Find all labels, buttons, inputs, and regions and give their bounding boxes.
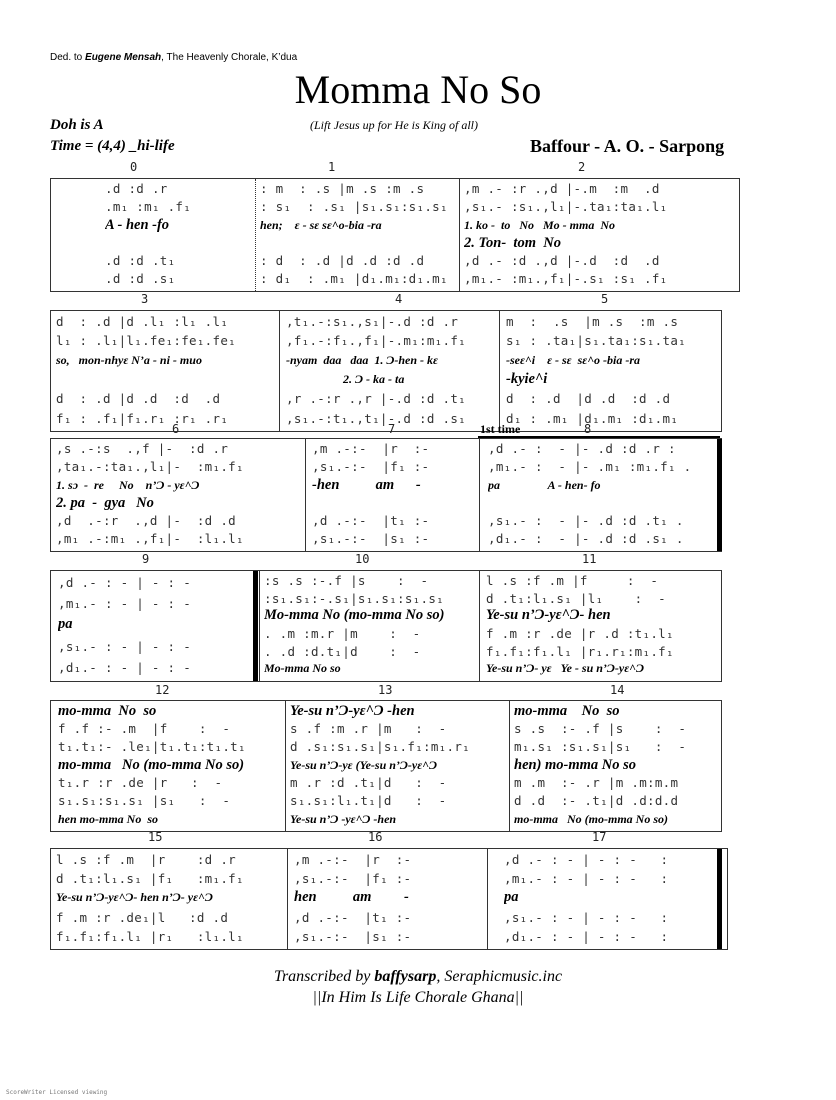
solfa-line: ,s₁.-:- |s₁ :- bbox=[294, 928, 412, 944]
solfa-line: : d : .d |d .d :d .d bbox=[260, 253, 425, 268]
solfa-line: ,s₁.- : - | - : - : bbox=[504, 909, 669, 925]
measure-number: 9 bbox=[142, 552, 150, 566]
solfa-line: : s₁ : .s₁ |s₁.s₁:s₁.s₁ bbox=[260, 199, 448, 214]
lyric-line: 2. Ton- tom No bbox=[464, 235, 561, 251]
solfa-line: s₁ : .ta₁|s₁.ta₁:s₁.ta₁ bbox=[506, 333, 686, 349]
measure-cell bbox=[264, 572, 476, 680]
solfa-line: . .d :d.t₁|d : - bbox=[264, 643, 421, 659]
measure-cell bbox=[514, 702, 720, 830]
solfa-line: : d₁ : .m₁ |d₁.m₁:d₁.m₁ bbox=[260, 271, 448, 286]
measure-cell bbox=[260, 180, 454, 290]
lyric-line bbox=[312, 494, 476, 512]
measure-cell bbox=[58, 572, 252, 680]
measure-cell bbox=[56, 440, 300, 550]
solfa-line: ,m₁.- : - | - : - bbox=[58, 596, 192, 612]
lyric-line: Ye-su n’Ɔ -yε^Ɔ -hen bbox=[290, 812, 397, 826]
solfa-line: d .d :- .t₁|d .d:d.d bbox=[514, 793, 679, 808]
solfa-line: ,d₁.- : - |- .d :d .s₁ . bbox=[488, 531, 684, 546]
lyric-line: so, mon-nhyε N’a - ni - muo bbox=[56, 352, 202, 367]
barline bbox=[479, 571, 480, 681]
transcriber-name: baffysarp bbox=[374, 968, 437, 985]
solfa-line: :s₁.s₁:-.s₁|s₁.s₁:s₁.s₁ bbox=[264, 590, 444, 606]
measure-cell bbox=[506, 312, 720, 430]
solfa-line: m₁.s₁ :s₁.s₁|s₁ : - bbox=[514, 739, 687, 754]
lyric-line: hen mo-mma No so bbox=[58, 812, 159, 826]
solfa-line: ,d₁.- : - | - : - : bbox=[504, 928, 669, 944]
lyric-line: mo-mma No (mo-mma No so) bbox=[514, 812, 668, 826]
measure-number: 2 bbox=[578, 160, 586, 174]
solfa-line: f .f :- .m |f : - bbox=[58, 721, 231, 736]
solfa-line: : m : .s |m .s :m .s bbox=[260, 181, 425, 196]
measure-number: 16 bbox=[368, 830, 383, 844]
barline bbox=[509, 701, 510, 831]
solfa-line: ,m₁.- :m₁.,f₁|-.s₁ :s₁ .f₁ bbox=[464, 271, 668, 286]
solfa-line: ,s₁.- : - | - : - bbox=[58, 638, 192, 654]
solfa-line: d₁ : .m₁ |d₁.m₁ :d₁.m₁ bbox=[506, 410, 679, 426]
lyric-line: 2. Ɔ - ka - ta bbox=[286, 371, 405, 386]
lyric-line bbox=[260, 234, 454, 252]
solfa-line: ,f₁.-:f₁.,f₁|-.m₁:m₁.f₁ bbox=[286, 333, 466, 349]
chorale-name: ||In Him Is Life Chorale Ghana|| bbox=[312, 989, 524, 1006]
solfa-line: ,m .-:- |r :- bbox=[312, 441, 430, 456]
measure-cell bbox=[464, 180, 738, 290]
solfa-line: ,m .- :r .,d |-.m :m .d bbox=[464, 181, 660, 196]
lyric-line: A - hen -fo bbox=[105, 217, 170, 233]
measure-cell bbox=[504, 850, 710, 948]
dedication-prefix: Ded. to bbox=[50, 52, 86, 63]
measure-number: 17 bbox=[592, 830, 607, 844]
solfa-line: ,m₁ .-:m₁ .,f₁|- :l₁.l₁ bbox=[56, 531, 244, 546]
lyric-line bbox=[105, 234, 250, 252]
first-ending-label: 1st time bbox=[480, 422, 521, 436]
song-subtitle: (Lift Jesus up for He is King of all) bbox=[310, 118, 478, 132]
solfa-line: ,d .- :d .,d |-.d :d .d bbox=[464, 253, 660, 268]
barline bbox=[305, 439, 306, 551]
barline bbox=[479, 439, 480, 551]
solfa-line: m .r :d .t₁|d : - bbox=[290, 775, 447, 790]
solfa-line: f₁ : .f₁|f₁.r₁ :r₁ .r₁ bbox=[56, 410, 229, 426]
solfa-line: l₁ : .l₁|l₁.fe₁:fe₁.fe₁ bbox=[56, 333, 236, 349]
lyric-line bbox=[56, 370, 276, 389]
double-barline bbox=[253, 571, 258, 681]
solfa-line: .m₁ :m₁ .f₁ bbox=[105, 199, 192, 214]
lyric-line: Ye-su n’Ɔ-yε (Ye-su n’Ɔ-yε^Ɔ bbox=[290, 758, 438, 772]
measure-number: 0 bbox=[130, 160, 138, 174]
lyric-line: Mo-mma No (mo-mma No so) bbox=[264, 607, 445, 624]
solfa-line: ,d .- : - | - : - : bbox=[504, 852, 669, 867]
measure-cell bbox=[56, 850, 284, 948]
measure-number: 11 bbox=[582, 552, 597, 566]
transcribed-suffix: , Seraphicmusic.inc bbox=[436, 968, 563, 985]
solfa-line: t₁.t₁:- .le₁|t₁.t₁:t₁.t₁ bbox=[58, 739, 246, 754]
time-signature: Time = (4,4) _hi-life bbox=[50, 138, 175, 154]
measure-cell bbox=[58, 702, 284, 830]
solfa-line: :s .s :-.f |s : - bbox=[264, 573, 429, 588]
measure-cell bbox=[488, 440, 716, 550]
barline bbox=[285, 701, 286, 831]
lyric-line: mo-mma No so bbox=[514, 703, 620, 719]
measure-number: 6 bbox=[172, 422, 180, 436]
solfa-line: s .s :- .f |s : - bbox=[514, 721, 687, 736]
solfa-line: f .m :r .de₁|l :d .d bbox=[56, 909, 229, 925]
solfa-line: l .s :f .m |r :d .r bbox=[56, 852, 236, 867]
watermark-text: ScoreWriter Licensed viewing bbox=[6, 1089, 108, 1096]
dedication bbox=[50, 52, 297, 63]
solfa-line: d : .d |d .d :d .d bbox=[56, 391, 221, 407]
lyric-line bbox=[488, 494, 716, 512]
measure-number: 13 bbox=[378, 683, 393, 697]
solfa-line: d : .d |d .l₁ :l₁ .l₁ bbox=[56, 314, 229, 329]
lyric-line: Ye-su n’Ɔ-yε^Ɔ- hen n’Ɔ- yε^Ɔ bbox=[56, 890, 213, 905]
lyric-line: hen) mo-mma No so bbox=[514, 757, 637, 773]
lyric-line: Mo-mma No so bbox=[264, 661, 341, 676]
solfa-line: t₁.r :r .de |r : - bbox=[58, 775, 223, 790]
double-barline bbox=[717, 849, 722, 949]
solfa-line: .d :d .r bbox=[105, 181, 168, 196]
lyric-line: Ye-su n’Ɔ- yε Ye - su n’Ɔ-yε^Ɔ bbox=[486, 661, 645, 676]
solfa-line: ,d .-:- |t₁ :- bbox=[294, 909, 412, 925]
solfa-line: ,s₁.- : - |- .d :d .t₁ . bbox=[488, 513, 684, 528]
lyric-line: mo-mma No (mo-mma No so) bbox=[58, 757, 245, 773]
lyric-line: -nyam daa daa 1. Ɔ-hen - kε bbox=[286, 352, 438, 367]
measure-number: 7 bbox=[388, 422, 396, 436]
lyric-line: hen am - bbox=[294, 889, 409, 906]
solfa-line: ,d .- : - | - : - bbox=[58, 575, 192, 590]
solfa-line: .d :d .t₁ bbox=[105, 253, 176, 268]
solfa-line: ,s₁.-:t₁.,t₁|-.d :d .s₁ bbox=[286, 410, 466, 426]
lyric-line: mo-mma No so bbox=[58, 703, 157, 719]
measure-cell bbox=[105, 180, 250, 290]
lyric-line: -hen am - bbox=[312, 477, 421, 493]
solfa-line: ,s₁.-:- |s₁ :- bbox=[312, 531, 430, 546]
measure-cell bbox=[294, 850, 486, 948]
lyric-line: 2. pa - gya No bbox=[56, 495, 154, 511]
solfa-line: f .m :r .de |r .d :t₁.l₁ bbox=[486, 625, 674, 641]
measure-cell bbox=[290, 702, 506, 830]
barline bbox=[255, 179, 256, 291]
measure-number: 4 bbox=[395, 292, 403, 306]
double-barline bbox=[717, 439, 722, 551]
solfa-line: m .m :- .r |m .m:m.m bbox=[514, 775, 679, 790]
measure-number: 3 bbox=[141, 292, 149, 306]
lyric-line: -seε^i ε - sε sε^o -bia -ra bbox=[506, 352, 641, 367]
solfa-line: ,s₁.- :s₁.,l₁|-.ta₁:ta₁.l₁ bbox=[464, 199, 668, 214]
key-signature: Doh is A bbox=[50, 117, 104, 133]
transcribed-prefix: Transcribed by bbox=[273, 968, 375, 985]
solfa-line: d .t₁:l₁.s₁ |f₁ :m₁.f₁ bbox=[56, 871, 244, 887]
lyric-line: 1. sɔ - re No n’Ɔ - yε^Ɔ bbox=[56, 478, 200, 492]
solfa-line: ,m .-:- |r :- bbox=[294, 852, 412, 867]
solfa-line: d .t₁:l₁.s₁ |l₁ : - bbox=[486, 590, 666, 606]
lyric-line: hen; ε - sε sε^o-bia -ra bbox=[260, 218, 382, 232]
solfa-line: m : .s |m .s :m .s bbox=[506, 314, 679, 329]
solfa-line: f₁.f₁:f₁.l₁ |r₁ :l₁.l₁ bbox=[56, 928, 244, 944]
lyric-line: Ye-su n’Ɔ-yε^Ɔ -hen bbox=[290, 703, 415, 719]
measure-number: 5 bbox=[601, 292, 609, 306]
lyric-line: pa bbox=[58, 616, 73, 633]
solfa-line: s₁.s₁:s₁.s₁ |s₁ : - bbox=[58, 793, 231, 808]
measure-cell bbox=[486, 572, 720, 680]
solfa-line: ,s .-:s .,f |- :d .r bbox=[56, 441, 229, 456]
solfa-line: l .s :f .m |f : - bbox=[486, 573, 659, 588]
solfa-line: ,d .- : - |- .d :d .r : bbox=[488, 441, 676, 456]
lyric-line: 1. ko - to No Mo - mma No bbox=[464, 218, 615, 232]
solfa-line: ,s₁.-:- |f₁ :- bbox=[312, 459, 430, 474]
measure-number: 12 bbox=[155, 683, 170, 697]
solfa-line: ,d .-:r .,d |- :d .d bbox=[56, 513, 236, 528]
solfa-line: ,m₁.- : - | - : - : bbox=[504, 871, 669, 887]
solfa-line: . .m :m.r |m : - bbox=[264, 625, 421, 641]
lyric-line: pa bbox=[504, 889, 519, 906]
solfa-line: ,d .-:- |t₁ :- bbox=[312, 513, 430, 528]
solfa-line: s₁.s₁:l₁.t₁|d : - bbox=[290, 793, 447, 808]
barline bbox=[259, 571, 260, 681]
dedication-suffix: , The Heavenly Chorale, K’dua bbox=[161, 52, 298, 63]
measure-cell bbox=[286, 312, 496, 430]
lyric-line: -kyie^i bbox=[506, 370, 548, 387]
barline bbox=[287, 849, 288, 949]
song-title: Momma No So bbox=[294, 67, 542, 112]
measure-number: 1 bbox=[328, 160, 336, 174]
barline bbox=[279, 311, 280, 431]
measure-number: 14 bbox=[610, 683, 625, 697]
measure-number: 15 bbox=[148, 830, 163, 844]
solfa-line: ,m₁.- : - |- .m₁ :m₁.f₁ . bbox=[488, 459, 692, 474]
transcription-credit bbox=[0, 968, 836, 986]
barline bbox=[487, 849, 488, 949]
solfa-line: ,r .-:r .,r |-.d :d .t₁ bbox=[286, 391, 466, 407]
barline bbox=[499, 311, 500, 431]
measure-cell bbox=[312, 440, 476, 550]
measure-cell bbox=[56, 312, 276, 430]
lyric-line: Ye-su n’Ɔ-yε^Ɔ- hen bbox=[486, 607, 611, 624]
measure-number: 8 bbox=[584, 422, 592, 436]
solfa-line: d .s₁:s₁.s₁|s₁.f₁:m₁.r₁ bbox=[290, 739, 470, 754]
composer: Baffour - A. O. - Sarpong bbox=[530, 136, 725, 156]
first-ending-bracket bbox=[478, 436, 720, 438]
solfa-line: ,d₁.- : - | - : - bbox=[58, 659, 192, 675]
dedication-name: Eugene Mensah bbox=[85, 52, 162, 63]
lyric-line: pa A - hen- fo bbox=[488, 478, 601, 492]
solfa-line: f₁.f₁:f₁.l₁ |r₁.r₁:m₁.f₁ bbox=[486, 643, 674, 659]
measure-number: 10 bbox=[355, 552, 370, 566]
solfa-line: .d :d .s₁ bbox=[105, 271, 176, 286]
solfa-line: ,t₁.-:s₁.,s₁|-.d :d .r bbox=[286, 314, 459, 329]
solfa-line: ,ta₁.-:ta₁.,l₁|- :m₁.f₁ bbox=[56, 459, 244, 474]
solfa-line: d : .d |d .d :d .d bbox=[506, 391, 671, 407]
solfa-line: s .f :m .r |m : - bbox=[290, 721, 447, 736]
solfa-line: ,s₁.-:- |f₁ :- bbox=[294, 871, 412, 887]
barline bbox=[459, 179, 460, 291]
